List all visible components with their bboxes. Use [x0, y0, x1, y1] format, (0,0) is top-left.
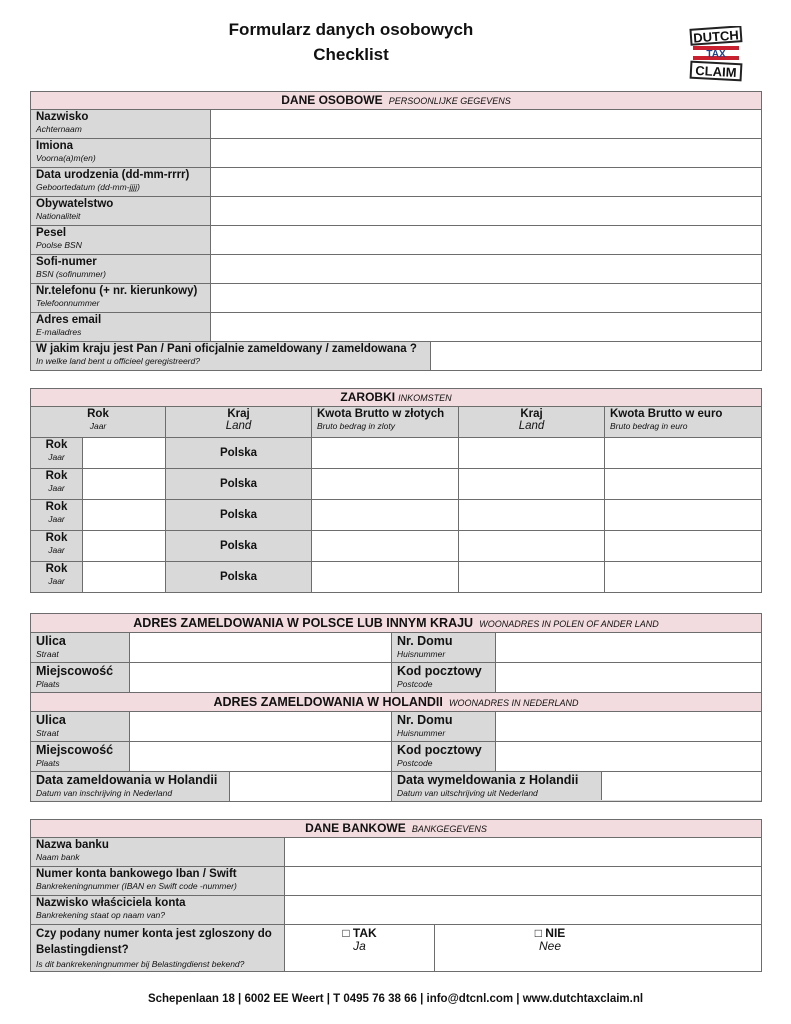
nl-house-field[interactable] [496, 712, 762, 742]
nationality-field[interactable] [211, 197, 762, 226]
email-field[interactable] [211, 313, 762, 342]
income-col-gross-eur: Kwota Brutto w euro Bruto bedrag in euro [605, 407, 762, 438]
account-holder-field[interactable] [285, 896, 762, 925]
income-row-gross-pln-field[interactable] [312, 562, 459, 593]
registered-question-label: Czy podany numer konta jest zgloszony do Belastingdienst? Is dit bankrekeningnummer bij Belastingdienst bekend? [31, 925, 285, 972]
income-header: ZAROBKI INKOMSTEN [31, 389, 762, 407]
income-row [31, 469, 762, 500]
first-names-field[interactable] [211, 139, 762, 168]
yes-checkbox[interactable]: □ TAK [342, 926, 377, 940]
nl-city-label: Miejscowość Plaats [31, 742, 130, 772]
surname-label: Nazwisko Achternaam [31, 110, 211, 139]
pl-house-label: Nr. Domu Huisnummer [392, 633, 496, 663]
country-question-label: W jakim kraju jest Pan / Pani oficjalnie zameldowany / zameldowana ? In welke land bent u officieel geregistreerd? [31, 342, 431, 371]
pesel-label: Pesel Poolse BSN [31, 226, 211, 255]
income-row-country: Polska [166, 531, 312, 562]
income-row-year-field[interactable] [83, 438, 166, 469]
email-label: Adres email E-mailadres [31, 313, 211, 342]
nl-registration-date-label: Data zameldowania w Holandii Datum van inschrijving in Nederland [31, 772, 230, 802]
income-row-country: Polska [166, 500, 312, 531]
bank-name-label: Nazwa banku Naam bank [31, 838, 285, 867]
income-row-gross-pln-field[interactable] [312, 469, 459, 500]
income-row-country: Polska [166, 438, 312, 469]
nl-city-field[interactable] [130, 742, 392, 772]
income-row-gross-eur-field[interactable] [605, 469, 762, 500]
income-row-gross-eur-field[interactable] [605, 500, 762, 531]
nl-postcode-field[interactable] [496, 742, 762, 772]
income-row-country: Polska [166, 469, 312, 500]
income-table [30, 388, 762, 593]
pl-street-field[interactable] [130, 633, 392, 663]
pl-house-field[interactable] [496, 633, 762, 663]
bank-table [30, 819, 762, 972]
income-row-year-field[interactable] [83, 500, 166, 531]
income-row-gross-pln-field[interactable] [312, 500, 459, 531]
income-row-country-2-field[interactable] [459, 562, 605, 593]
no-checkbox[interactable]: □ NIE [534, 926, 566, 940]
income-col-year: Rok Jaar [31, 407, 166, 438]
income-row-gross-pln-field[interactable] [312, 531, 459, 562]
address-pl-header: ADRES ZAMELDOWANIA W POLSCE LUB INNYM KRAJU WOONADRES IN POLEN OF ANDER LAND [31, 614, 762, 633]
sofi-number-label: Sofi-numer BSN (sofinummer) [31, 255, 211, 284]
sofi-number-field[interactable] [211, 255, 762, 284]
income-row [31, 500, 762, 531]
income-row-country-2-field[interactable] [459, 469, 605, 500]
surname-field[interactable] [211, 110, 762, 139]
bank-header: DANE BANKOWE BANKGEGEVENS [31, 820, 762, 838]
income-row-gross-eur-field[interactable] [605, 531, 762, 562]
nl-deregistration-date-label: Data wymeldowania z Holandii Datum van uitschrijving uit Nederland [392, 772, 762, 802]
income-row-year-label: Rok Jaar [31, 500, 83, 531]
no-option-nl: Nee [538, 939, 561, 953]
income-row-year-label: Rok Jaar [31, 469, 83, 500]
svg-text:TAX: TAX [706, 49, 726, 60]
income-col-country-2: Kraj Land [459, 407, 605, 438]
income-row-year-label: Rok Jaar [31, 531, 83, 562]
nl-street-label: Ulica Straat [31, 712, 130, 742]
income-row-year-field[interactable] [83, 469, 166, 500]
phone-field[interactable] [211, 284, 762, 313]
income-col-country: Kraj Land [166, 407, 312, 438]
address-table [30, 613, 762, 802]
nationality-label: Obywatelstwo Nationaliteit [31, 197, 211, 226]
income-row-country-2-field[interactable] [459, 531, 605, 562]
birth-date-field[interactable] [211, 168, 762, 197]
income-row-country-2-field[interactable] [459, 500, 605, 531]
phone-label: Nr.telefonu (+ nr. kierunkowy) Telefoonnummer [31, 284, 211, 313]
page-subtitle: Checklist [313, 45, 389, 64]
income-row-year-field[interactable] [83, 562, 166, 593]
income-row [31, 531, 762, 562]
yes-option[interactable] [285, 925, 435, 972]
dutch-tax-claim-logo [689, 26, 743, 82]
income-row-gross-pln-field[interactable] [312, 438, 459, 469]
yes-option-nl: Ja [353, 939, 366, 953]
footer-contact: Schepenlaan 18 | 6002 EE Weert | T 0495 76 38 66 | info@dtcnl.com | www.dutchtaxclaim.nl [147, 993, 644, 1005]
income-row-year-field[interactable] [83, 531, 166, 562]
account-holder-label: Nazwisko właściciela konta Bankrekening staat op naam van? [31, 896, 285, 925]
income-row [31, 562, 762, 593]
pl-city-label: Miejscowość Plaats [31, 663, 130, 693]
income-row-gross-eur-field[interactable] [605, 438, 762, 469]
nl-street-field[interactable] [130, 712, 392, 742]
nl-deregistration-date-field[interactable] [602, 772, 761, 800]
svg-text:CLAIM: CLAIM [695, 62, 737, 81]
personal-data-header: DANE OSOBOWE PERSOONLIJKE GEGEVENS [31, 92, 762, 110]
page-title: Formularz danych osobowych [228, 20, 474, 39]
income-row-country: Polska [166, 562, 312, 593]
iban-field[interactable] [285, 867, 762, 896]
nl-registration-date-field[interactable] [230, 772, 392, 802]
birth-date-label: Data urodzenia (dd-mm-rrrr) Geboortedatum (dd-mm-jjjj) [31, 168, 211, 197]
pesel-field[interactable] [211, 226, 762, 255]
income-row-country-2-field[interactable] [459, 438, 605, 469]
income-row-year-label: Rok Jaar [31, 438, 83, 469]
pl-postcode-label: Kod pocztowy Postcode [392, 663, 496, 693]
no-option[interactable] [435, 925, 762, 972]
nl-house-label: Nr. Domu Huisnummer [392, 712, 496, 742]
income-row-year-label: Rok Jaar [31, 562, 83, 593]
address-nl-header: ADRES ZAMELDOWANIA W HOLANDII WOONADRES IN NEDERLAND [31, 693, 762, 712]
iban-label: Numer konta bankowego Iban / Swift Bankrekeningnummer (IBAN en Swift code -nummer) [31, 867, 285, 896]
country-field[interactable] [431, 342, 762, 371]
pl-postcode-field[interactable] [496, 663, 762, 693]
income-col-gross-pln: Kwota Brutto w złotych Bruto bedrag in zloty [312, 407, 459, 438]
bank-name-field[interactable] [285, 838, 762, 867]
income-row [31, 438, 762, 469]
personal-data-table [30, 91, 762, 371]
pl-city-field[interactable] [130, 663, 392, 693]
pl-street-label: Ulica Straat [31, 633, 130, 663]
income-row-gross-eur-field[interactable] [605, 562, 762, 593]
first-names-label: Imiona Voorna(a)m(en) [31, 139, 211, 168]
nl-postcode-label: Kod pocztowy Postcode [392, 742, 496, 772]
svg-text:DUTCH: DUTCH [692, 27, 740, 46]
